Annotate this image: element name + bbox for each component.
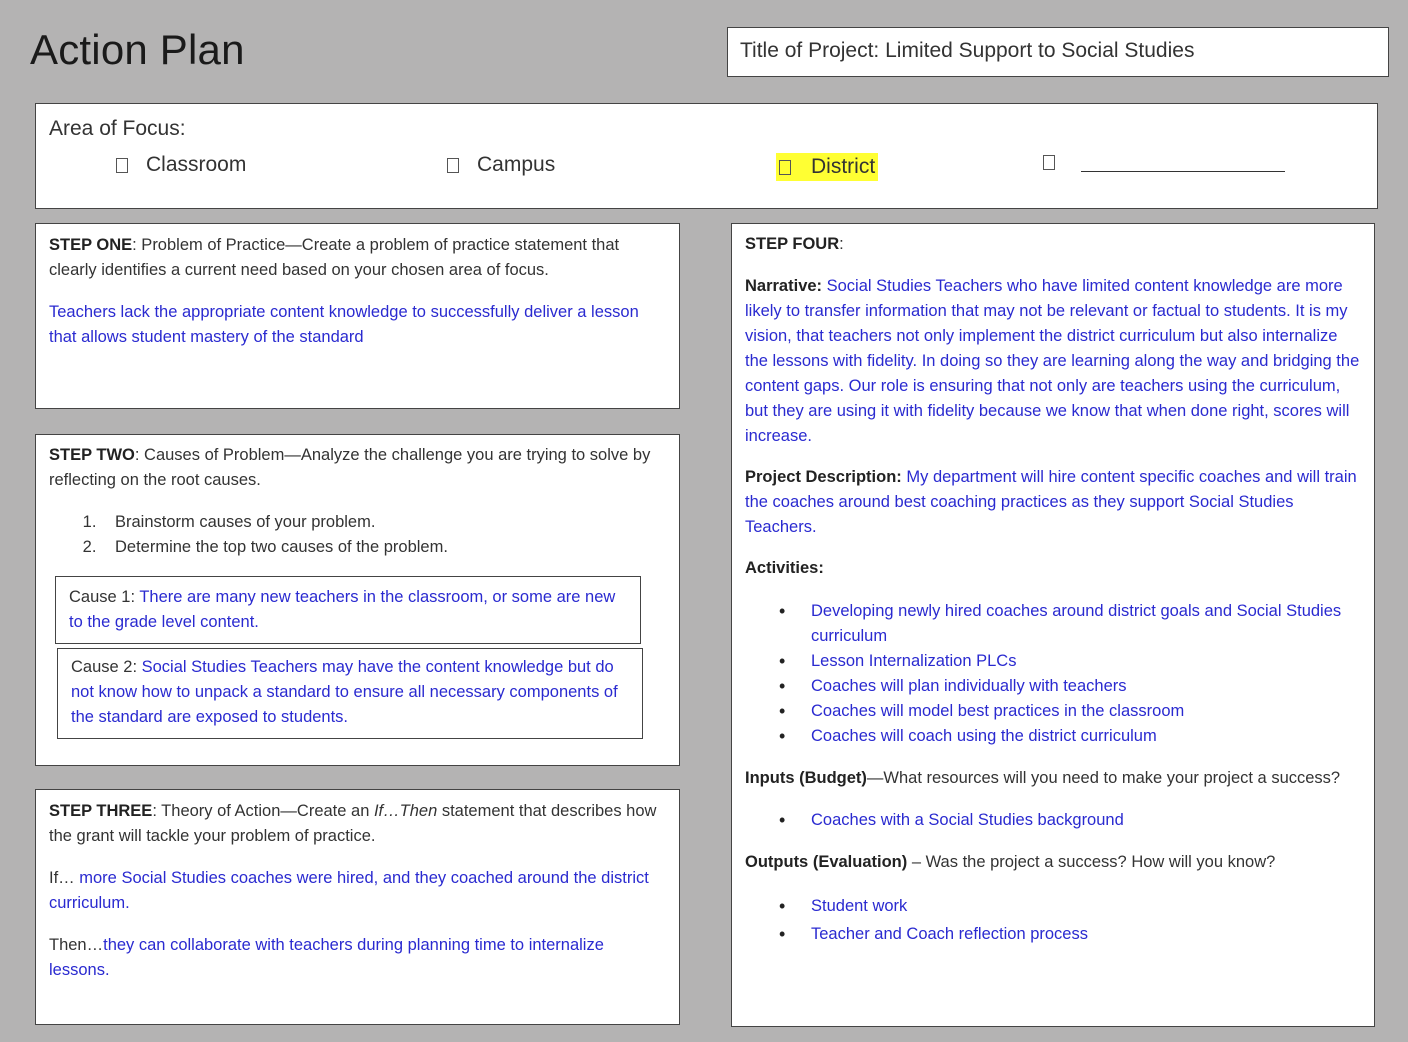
- step-four-section: [731, 223, 1375, 1027]
- step-two-heading: STEP TWO: [49, 446, 135, 464]
- list-item: • Teacher and Coach reflection process: [811, 920, 1361, 948]
- list-item: • Lesson Internalization PLCs: [811, 649, 1361, 674]
- list-item: • Coaches will model best practices in the classroom: [811, 699, 1361, 724]
- area-of-focus-box: [35, 103, 1378, 209]
- focus-option-classroom[interactable]: [116, 153, 246, 177]
- focus-option-other[interactable]: [1043, 153, 1285, 172]
- step-three-instruction: STEP THREE: Theory of Action—Create an If…Then statement that describes how the grant will tackle your problem of practice.: [49, 802, 657, 845]
- focus-option-label: Classroom: [146, 153, 247, 176]
- focus-option-label: Campus: [477, 153, 556, 176]
- checkbox-icon[interactable]: [1043, 155, 1055, 170]
- activities-label: Activities:: [745, 559, 824, 577]
- activities-list: [745, 599, 1361, 749]
- focus-option-label: District: [811, 155, 876, 178]
- step-one-section: [35, 223, 680, 409]
- list-item: • Coaches with a Social Studies background: [811, 808, 1361, 833]
- focus-option-campus[interactable]: [447, 153, 555, 177]
- list-item: • Coaches will coach using the district curriculum: [811, 724, 1361, 749]
- step-four-heading-line: STEP FOUR:: [745, 235, 844, 253]
- focus-option-district[interactable]: [776, 153, 878, 181]
- cause-1-text: There are many new teachers in the classroom, or some are new to the grade level content.: [69, 588, 616, 631]
- step-two-section: [35, 434, 680, 766]
- step-one-answer: Teachers lack the appropriate content knowledge to successfully deliver a lesson that allows student mastery of the standard: [49, 303, 639, 346]
- step-one-instruction: STEP ONE: Problem of Practice—Create a problem of practice statement that clearly identifies a current need based on your chosen area of focus.: [49, 236, 620, 279]
- outputs-evaluation: Outputs (Evaluation) – Was the project a success? How will you know?: [745, 853, 1276, 871]
- list-item: • Student work: [811, 892, 1361, 920]
- area-of-focus-label: Area of Focus:: [49, 117, 186, 140]
- step-three-if: If… more Social Studies coaches were hired, and they coached around the district curriculum.: [49, 869, 649, 912]
- step-four-heading: STEP FOUR: [745, 235, 840, 253]
- cause-2-label: Cause 2:: [71, 658, 142, 676]
- step-two-list: [49, 510, 666, 560]
- inputs-list: [745, 808, 1361, 833]
- cause-2-text: Social Studies Teachers may have the content knowledge but do not know how to unpack a standard to ensure all necessary components of the standard are exposed to students.: [71, 658, 618, 726]
- project-title-field: Title of Project: Limited Support to Social Studies: [727, 27, 1389, 77]
- checkbox-icon[interactable]: [447, 158, 459, 173]
- list-item: 2. Determine the top two causes of the problem.: [101, 535, 666, 560]
- step-one-heading: STEP ONE: [49, 236, 133, 254]
- checkbox-icon[interactable]: [779, 160, 791, 175]
- project-description: Project Description: My department will hire content specific coaches and will train the coaches around best coaching practices as they support Social Studies Teachers.: [745, 468, 1357, 536]
- step-three-section: [35, 789, 680, 1025]
- narrative: Narrative: Social Studies Teachers who have limited content knowledge are more likely to transfer information that may not be relevant or factual to students. It is my vision, that teachers not only implement the district curriculum but also internalize the lessons with fidelity. In doing so they are learning along the way and bridging the content gaps. Our role is ensuring that not only are teachers using the curriculum, but they are using it with fidelity because we know that when done right, scores will increase.: [745, 277, 1360, 445]
- step-three-then: Then…they can collaborate with teachers during planning time to internalize lessons.: [49, 936, 604, 979]
- step-three-heading: STEP THREE: [49, 802, 153, 820]
- other-blank-line[interactable]: [1081, 153, 1285, 172]
- list-item: • Coaches will plan individually with teachers: [811, 674, 1361, 699]
- cause-1-box: [55, 576, 641, 644]
- checkbox-icon[interactable]: [116, 158, 128, 173]
- step-two-instruction: STEP TWO: Causes of Problem—Analyze the challenge you are trying to solve by reflecting on the root causes.: [49, 446, 651, 489]
- inputs-budget: Inputs (Budget)—What resources will you need to make your project a success?: [745, 769, 1341, 787]
- cause-1-label: Cause 1:: [69, 588, 140, 606]
- cause-2-box: [57, 648, 643, 739]
- list-item: • Developing newly hired coaches around district goals and Social Studies curriculum: [811, 599, 1361, 649]
- list-item: 1. Brainstorm causes of your problem.: [101, 510, 666, 535]
- page-title: Action Plan: [30, 26, 245, 73]
- outputs-list: [745, 892, 1361, 948]
